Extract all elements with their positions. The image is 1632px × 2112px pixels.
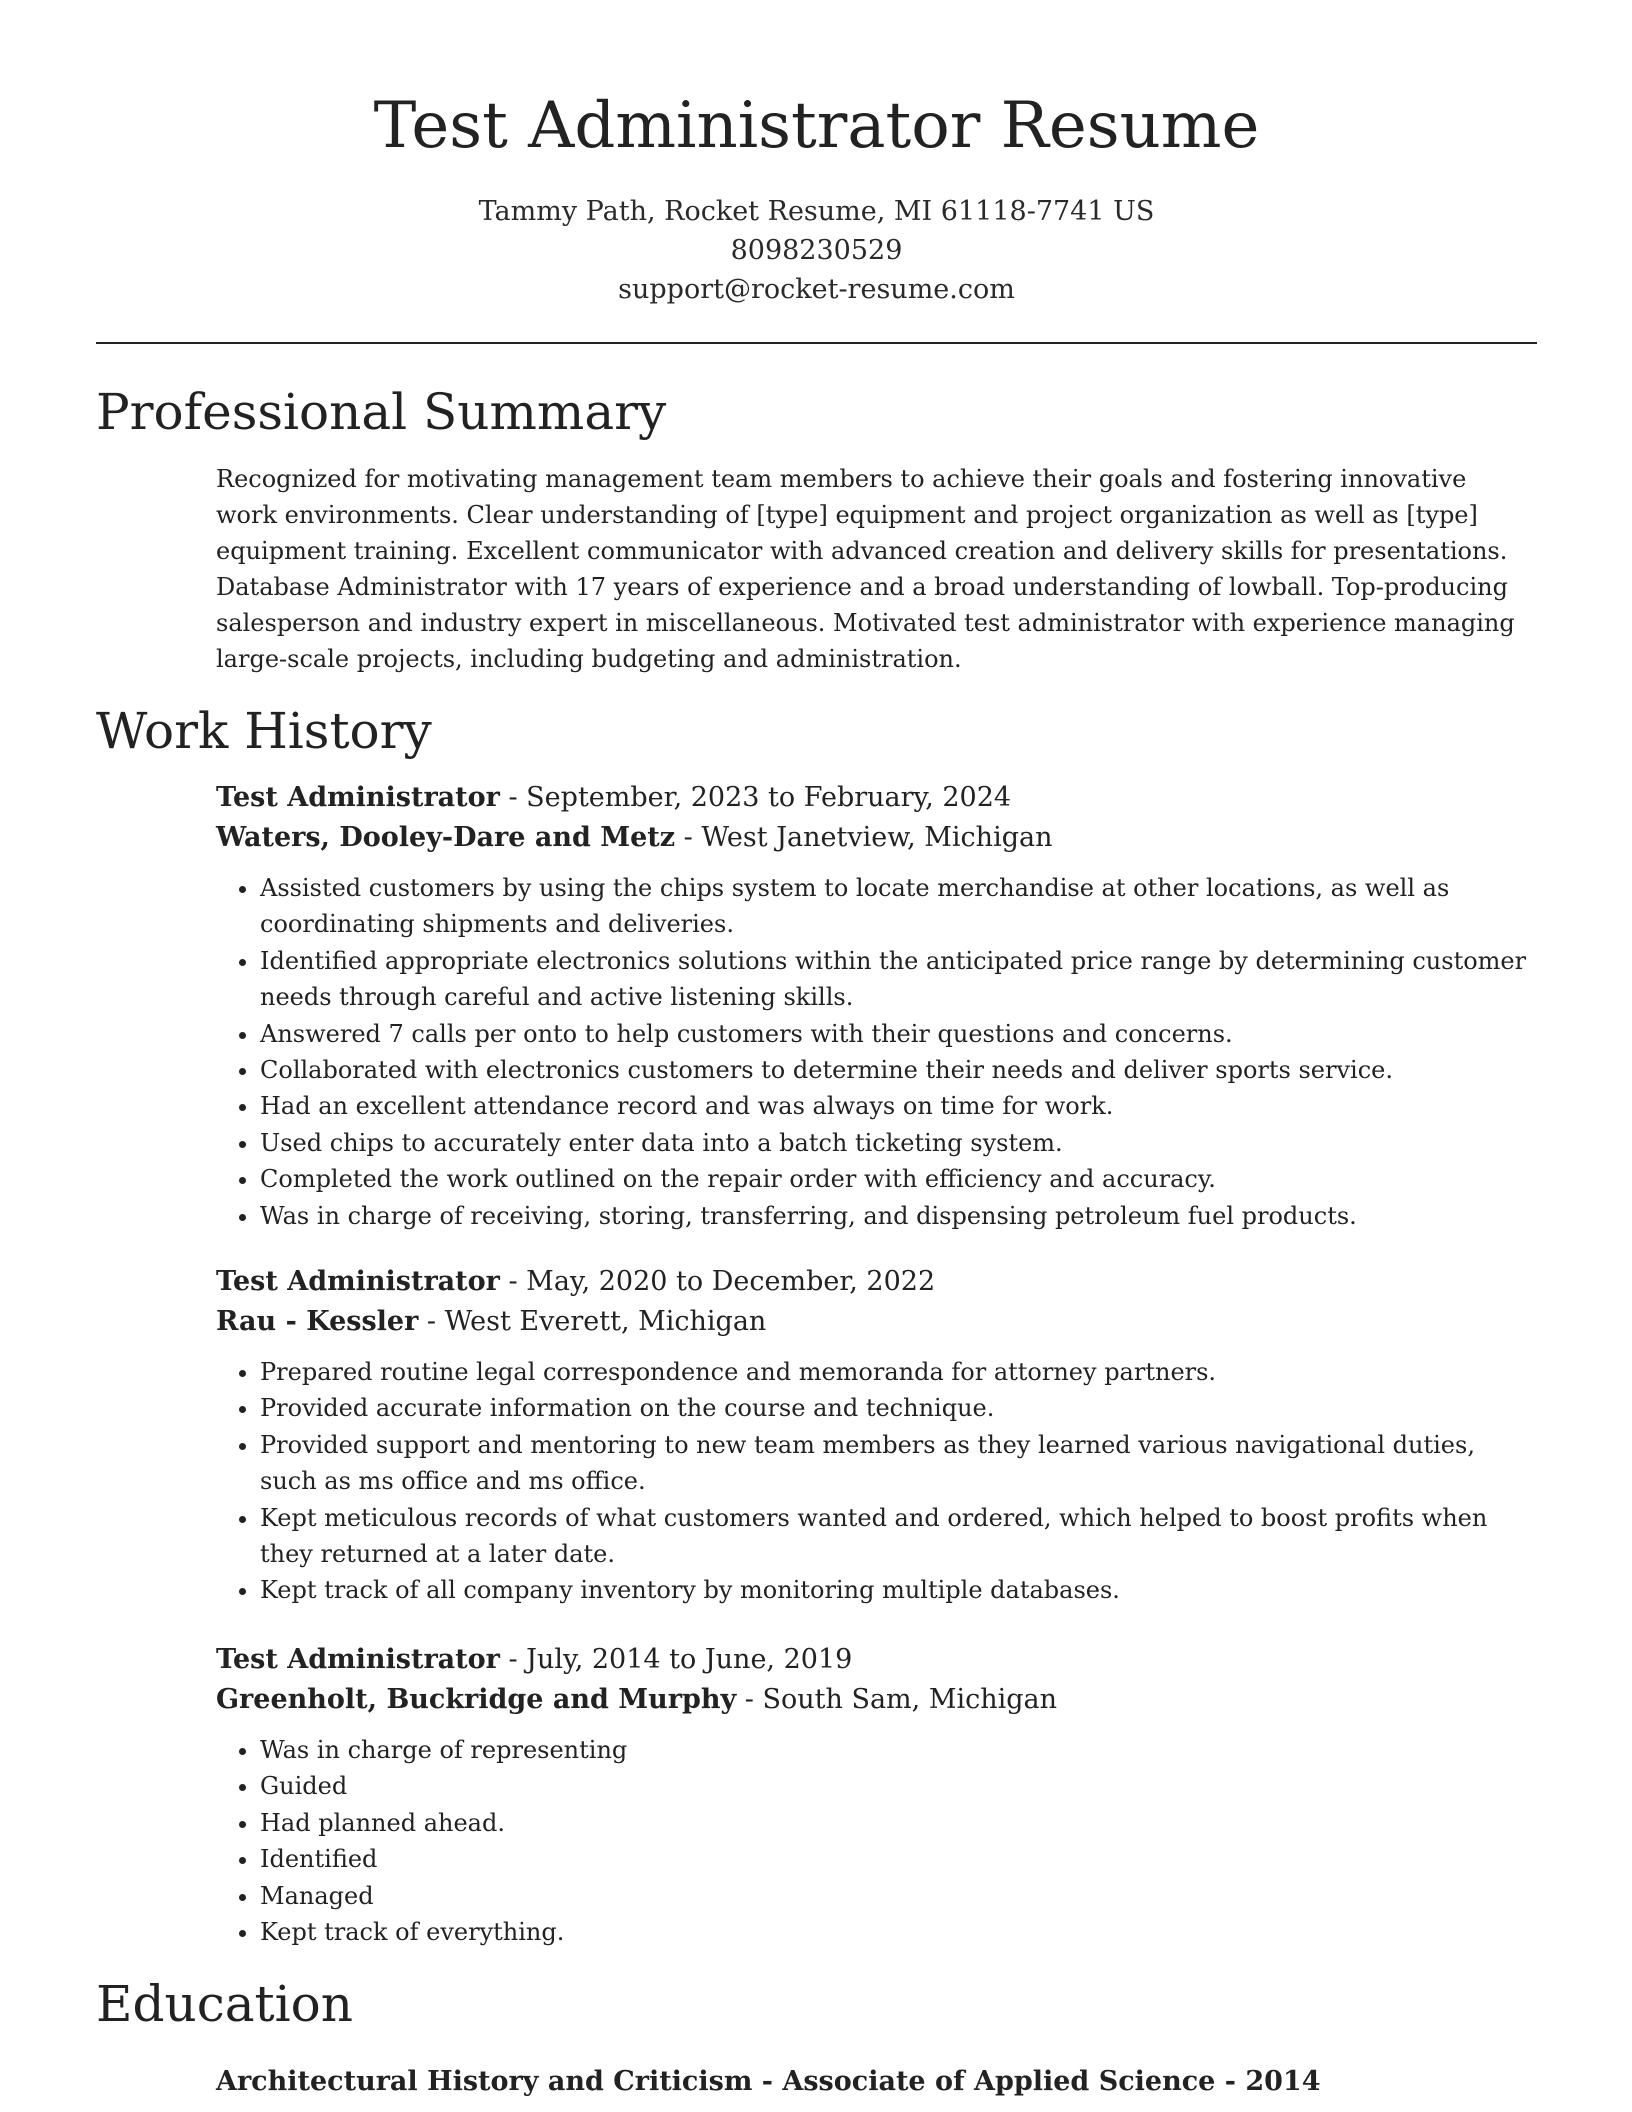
job-bullet: • Had planned ahead. (260, 1805, 1537, 1841)
job-bullet: • Identified (260, 1841, 1537, 1877)
job-bullet: • Identified appropriate electronics solutions within the anticipated price range by determining customer needs through careful and active listening skills. (260, 943, 1537, 1016)
job-bullets (216, 1732, 1537, 1950)
job-bullet: • Kept track of all company inventory by monitoring multiple databases. (260, 1572, 1537, 1608)
job-company-line (216, 1302, 1537, 1342)
education-entry (216, 2062, 1320, 2102)
job-bullet: • Was in charge of representing (260, 1732, 1537, 1768)
job-bullet: • Answered 7 calls per onto to help customers with their questions and concerns. (260, 1016, 1537, 1052)
header-divider (96, 342, 1537, 344)
job-location: - West Everett, Michigan (418, 1306, 767, 1337)
job-dates: - July, 2014 to June, 2019 (499, 1644, 853, 1675)
job-location: - South Sam, Michigan (736, 1684, 1058, 1715)
job-title-line (216, 1640, 1537, 1680)
job-bullet: • Used chips to accurately enter data into a batch ticketing system. (260, 1125, 1537, 1161)
job-bullet: • Was in charge of receiving, storing, transferring, and dispensing petroleum fuel products. (260, 1198, 1537, 1234)
job-dates: - September, 2023 to February, 2024 (499, 782, 1012, 813)
job-company: Waters, Dooley-Dare and Metz (216, 822, 676, 853)
job-entry (216, 1262, 1537, 1609)
contact-block (96, 192, 1537, 309)
job-bullet: • Completed the work outlined on the repair order with efficiency and accuracy. (260, 1161, 1537, 1197)
education-heading: Education (96, 1975, 353, 2033)
job-bullet: • Guided (260, 1768, 1537, 1804)
job-bullet: • Kept meticulous records of what customers wanted and ordered, which helped to boost profits when they returned at a later date. (260, 1500, 1537, 1573)
summary-heading: Professional Summary (96, 383, 667, 441)
job-bullets (216, 1354, 1537, 1609)
job-entry (216, 778, 1537, 1234)
job-title-line (216, 778, 1537, 818)
job-company: Greenholt, Buckridge and Murphy (216, 1684, 737, 1715)
job-title-line (216, 1262, 1537, 1302)
job-bullet: • Managed (260, 1878, 1537, 1914)
job-title: Test Administrator (216, 1266, 500, 1297)
job-bullet: • Provided accurate information on the course and technique. (260, 1390, 1537, 1426)
job-company: Rau - Kessler (216, 1306, 419, 1337)
job-dates: - May, 2020 to December, 2022 (499, 1266, 936, 1297)
job-title: Test Administrator (216, 782, 500, 813)
education-degree: Architectural History and Criticism - Associate of Applied Science - 2014 (216, 2066, 1321, 2097)
resume-title: Test Administrator Resume (373, 89, 1260, 163)
job-entry (216, 1640, 1537, 1950)
job-location: - West Janetview, Michigan (675, 822, 1053, 853)
job-bullet: • Kept track of everything. (260, 1914, 1537, 1950)
job-company-line (216, 1680, 1537, 1720)
contact-email: support@rocket-resume.com (618, 274, 1015, 305)
job-bullets (216, 870, 1537, 1234)
job-bullet: • Had an excellent attendance record and was always on time for work. (260, 1088, 1537, 1124)
job-bullet: • Provided support and mentoring to new team members as they learned various navigational duties, such as ms office and ms office. (260, 1427, 1537, 1500)
work-history-heading: Work History (96, 702, 432, 760)
job-bullet: • Prepared routine legal correspondence and memoranda for attorney partners. (260, 1354, 1537, 1390)
job-bullet: • Collaborated with electronics customers to determine their needs and deliver sports service. (260, 1052, 1537, 1088)
contact-address: Tammy Path, Rocket Resume, MI 61118-7741 US (478, 196, 1155, 227)
job-title: Test Administrator (216, 1644, 500, 1675)
summary-text: Recognized for motivating management team members to achieve their goals and fostering innovative work environments. Clear understanding of [type] equipment and project organization as well as [type] equipment training. Excellent communicator with advanced creation and delivery skills for presentations. Database Administrator with 17 years of experience and a broad understanding of lowball. Top-producing salesperson and industry expert in miscellaneous. Motivated test administrator with experience managing large-scale projects, including budgeting and administration. (216, 465, 1515, 673)
contact-phone: 8098230529 (730, 235, 903, 266)
job-bullet: • Assisted customers by using the chips system to locate merchandise at other locations, as well as coordinating shipments and deliveries. (260, 870, 1537, 943)
resume-page (96, 0, 1537, 2112)
job-company-line (216, 818, 1537, 858)
